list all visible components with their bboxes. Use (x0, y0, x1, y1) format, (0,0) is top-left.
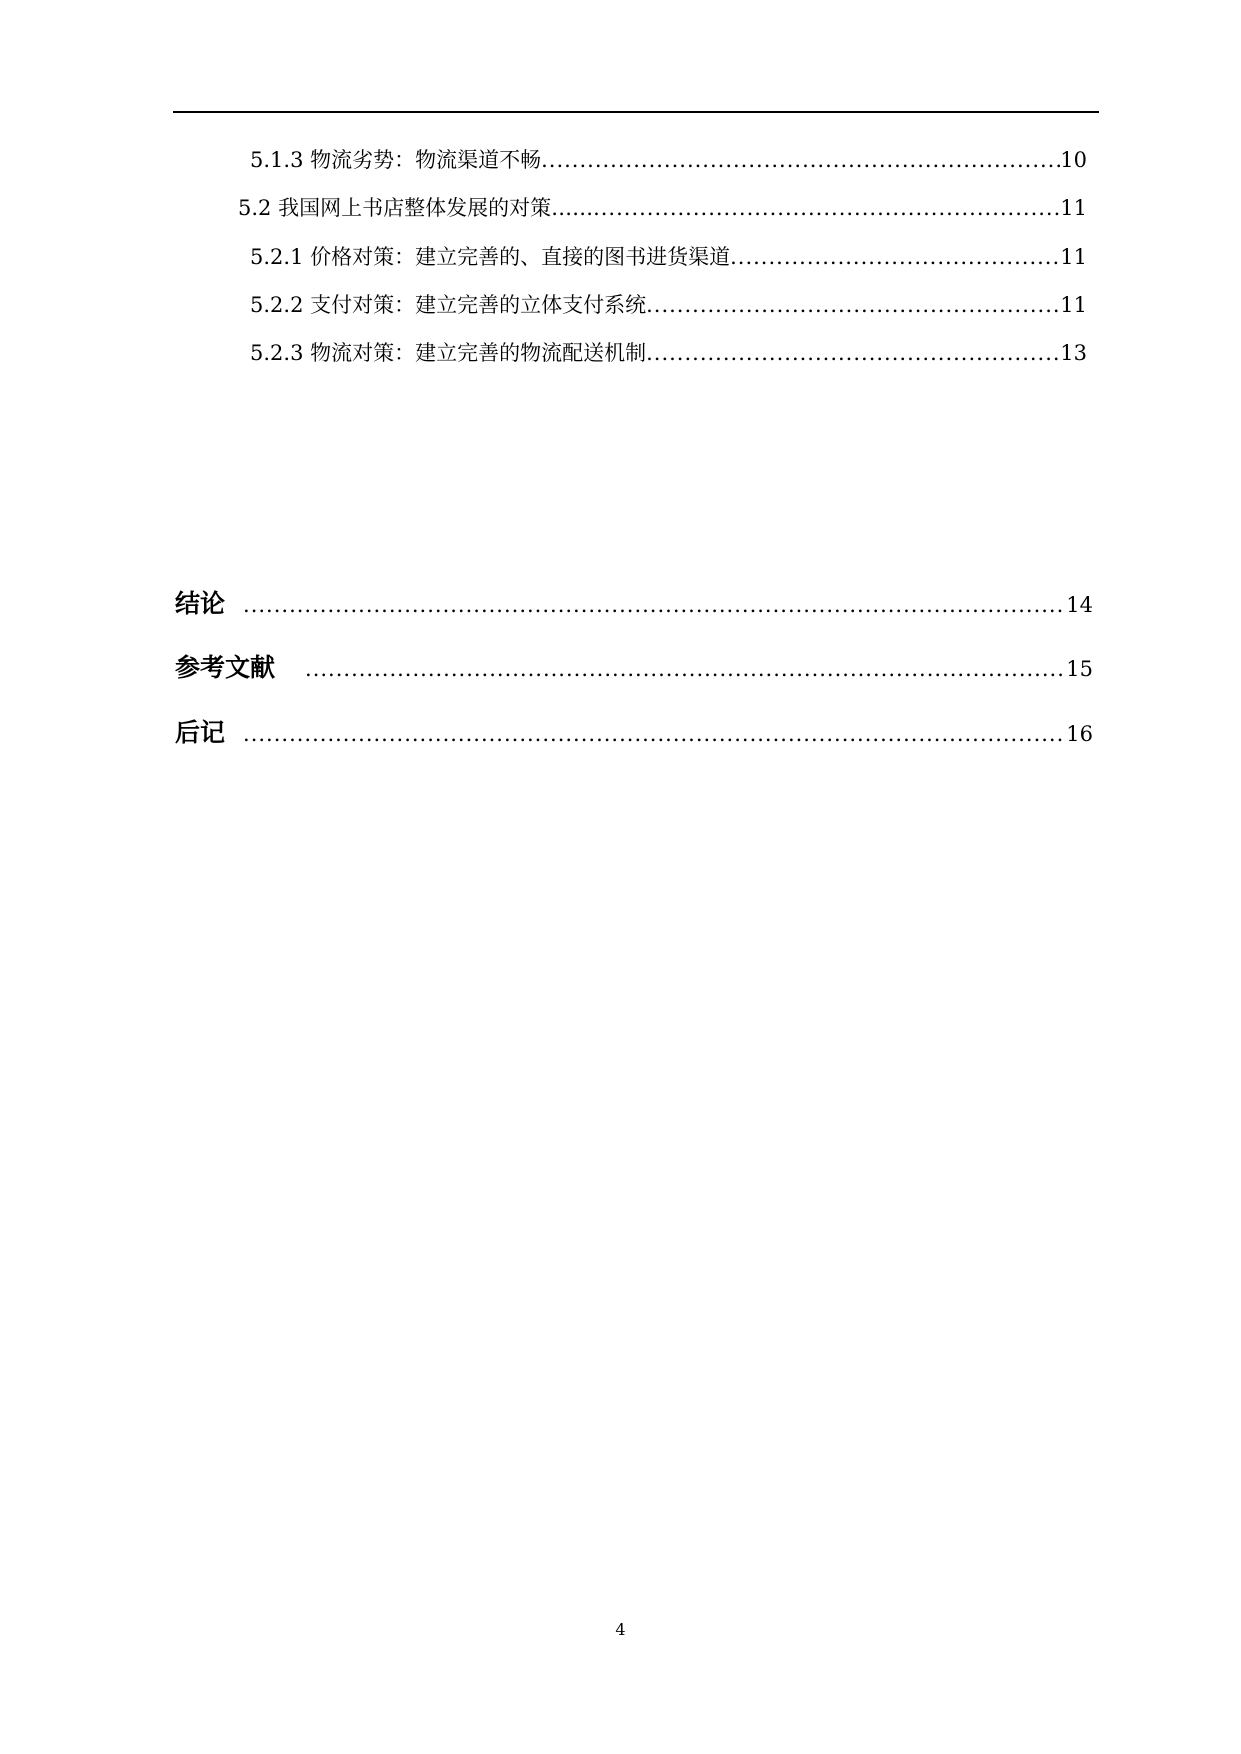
toc-page-number: 14 (1066, 593, 1093, 617)
toc-entry-label: 结论 (175, 589, 226, 618)
toc-entry-label: 5.2.2 支付对策：建立完善的立体支付系统 (250, 293, 647, 317)
toc-entry-label: 5.2.3 物流对策：建立完善的物流配送机制 (250, 341, 647, 365)
toc-page-number: 10 (1060, 148, 1087, 172)
toc-leader-dots (646, 339, 1060, 367)
toc-page-number: 11 (1060, 293, 1087, 317)
toc-page-number: 11 (1060, 245, 1087, 269)
toc-entry-label: 后记 (175, 718, 226, 747)
toc-entry-label: 5.2.1 价格对策：建立完善的、直接的图书进货渠道 (250, 245, 731, 269)
toc-entry-5-2-3[interactable] (250, 339, 1087, 367)
toc-entry-5-1-3[interactable] (250, 146, 1087, 174)
toc-leader-dots (593, 194, 1060, 222)
page-number: 4 (615, 1620, 626, 1639)
toc-entry-label: 参考文献 (175, 653, 276, 682)
toc-leader-dots (646, 291, 1060, 319)
toc-page-number: 16 (1066, 722, 1093, 746)
toc-entry-references[interactable] (175, 653, 1093, 684)
toc-leader-dots (243, 590, 1066, 620)
toc-leader-dots (541, 146, 1060, 174)
toc-leader-dots (730, 243, 1060, 271)
toc-page-number: 11 (1060, 196, 1087, 220)
toc-page-number: 13 (1060, 341, 1087, 365)
toc-entry-5-2-1[interactable] (250, 243, 1087, 271)
toc-entry-5-2[interactable] (238, 194, 1087, 222)
toc-page-number: 15 (1066, 657, 1093, 681)
toc-entry-label: 5.1.3 物流劣势：物流渠道不畅 (250, 148, 542, 172)
header-rule (173, 111, 1099, 113)
toc-leader-dots (243, 719, 1066, 749)
toc-entry-label: 5.2 我国网上书店整体发展的对策…… (238, 196, 594, 220)
toc-entry-conclusion[interactable] (175, 589, 1093, 620)
toc-entry-5-2-2[interactable] (250, 291, 1087, 319)
toc-leader-dots (305, 654, 1066, 684)
toc-entry-afterword[interactable] (175, 718, 1093, 749)
